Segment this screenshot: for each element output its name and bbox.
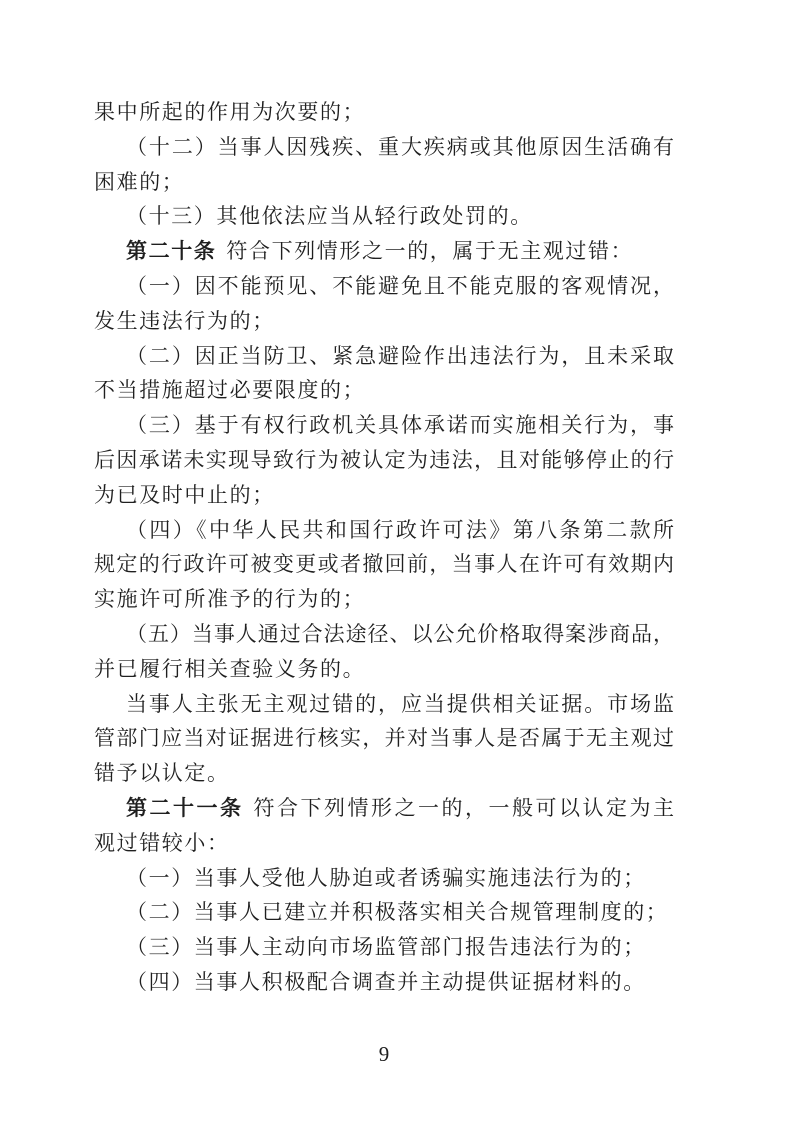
text-line: （二）当事人已建立并积极落实相关合规管理制度的； <box>126 900 669 925</box>
article-number: 第二十一条 <box>126 796 244 820</box>
text-line: （一）因不能预见、不能避免且不能克服的客观情况， <box>126 273 674 298</box>
text-line: （十二）当事人因残疾、重大疾病或其他原因生活确有 <box>126 134 674 159</box>
text-line: （五）当事人通过合法途径、以公允价格取得案涉商品， <box>126 621 674 646</box>
text-line: （三）基于有权行政机关具体承诺而实施相关行为，事 <box>126 413 674 438</box>
text-line: （二）因正当防卫、紧急避险作出违法行为，且未采取 <box>126 343 674 368</box>
document-body <box>94 95 674 1000</box>
text-line: 发生违法行为的； <box>94 308 275 333</box>
text-line: 果中所起的作用为次要的； <box>94 100 366 124</box>
article-heading-line <box>94 234 674 269</box>
text-line: 实施许可所准予的行为的； <box>94 587 366 612</box>
article-heading-line <box>94 791 674 826</box>
text-line: 规定的行政许可被变更或者撤回前，当事人在许可有效期内 <box>94 552 674 577</box>
text-line: 管部门应当对证据进行核实，并对当事人是否属于无主观过 <box>94 726 674 751</box>
text-line: （四）当事人积极配合调查并主动提供证据材料的。 <box>126 969 646 994</box>
text-line: （三）当事人主动向市场监管部门报告违法行为的； <box>126 935 646 960</box>
text-line: 观过错较小： <box>94 830 230 855</box>
text-line: 错予以认定。 <box>94 761 230 786</box>
article-heading-text: 符合下列情形之一的，属于无主观过错： <box>226 239 634 264</box>
text-line: 为已及时中止的； <box>94 482 275 507</box>
text-line: 当事人主张无主观过错的，应当提供相关证据。市场监 <box>126 691 674 716</box>
page-number: 9 <box>378 1042 390 1066</box>
article-heading-text: 符合下列情形之一的，一般可以认定为主 <box>253 795 674 820</box>
text-line: （十三）其他依法应当从轻行政处罚的。 <box>126 204 533 229</box>
text-line: （四）《中华人民共和国行政许可法》第八条第二款所 <box>126 517 674 542</box>
text-line: （一）当事人受他人胁迫或者诱骗实施违法行为的； <box>126 865 646 890</box>
text-line: 后因承诺未实现导致行为被认定为违法，且对能够停止的行 <box>94 447 674 472</box>
article-number: 第二十条 <box>126 240 217 264</box>
text-line: 困难的； <box>94 169 185 194</box>
text-line: 不当措施超过必要限度的； <box>94 378 366 403</box>
text-line: 并已履行相关查验义务的。 <box>94 656 366 681</box>
